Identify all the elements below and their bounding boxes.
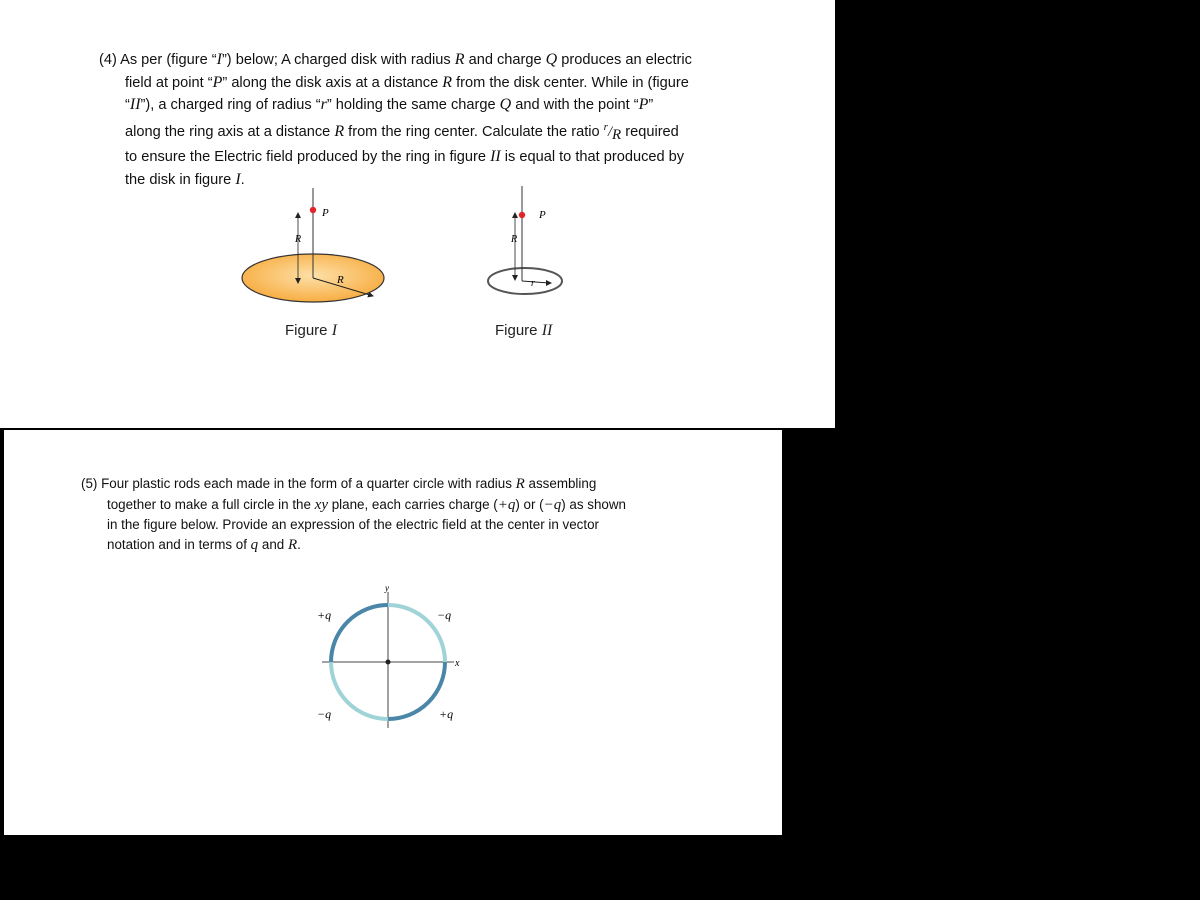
ratio-fraction: $^r/_R$ bbox=[603, 120, 622, 143]
label-charge-bottom-left: −q bbox=[317, 707, 332, 721]
figure-2-diagram bbox=[480, 180, 580, 300]
q4-line: (4) As per (figure “I”) below; A charged disk with radius R and charge Q produces an electric bbox=[99, 51, 692, 68]
label-ring-radius: r bbox=[531, 278, 535, 289]
q4-line: “II”), a charged ring of radius “r” holding the same charge Q and with the point “P” bbox=[125, 96, 654, 113]
figure-1-caption: Figure I bbox=[285, 322, 338, 339]
rod-top-left bbox=[331, 605, 388, 662]
problem-5-text bbox=[81, 474, 701, 555]
label-charge-top-right: −q bbox=[437, 608, 452, 622]
center-point bbox=[386, 660, 391, 665]
point-p bbox=[310, 207, 316, 213]
q5-line: together to make a full circle in the xy plane, each carries charge (+q) or (−q) as shown bbox=[107, 496, 626, 513]
q5-line: (5) Four plastic rods each made in the form of a quarter circle with radius R assembling bbox=[81, 476, 597, 492]
label-y: y bbox=[385, 583, 389, 593]
label-p-2: P bbox=[539, 209, 546, 221]
q5-line: notation and in terms of q and R. bbox=[107, 536, 301, 553]
figure-2-caption: Figure II bbox=[495, 322, 553, 339]
rod-bottom-left bbox=[331, 662, 388, 719]
label-charge-bottom-right: +q bbox=[439, 707, 454, 721]
figure-3-diagram bbox=[304, 580, 484, 740]
q4-line: field at point “P” along the disk axis at a distance R from the disk center. While in (figure bbox=[125, 73, 689, 91]
problem-4-panel bbox=[0, 0, 835, 428]
q4-line: along the ring axis at a distance R from the ring center. Calculate the ratio $^r/_R$ required bbox=[125, 120, 679, 143]
rod-bottom-right bbox=[388, 662, 445, 719]
label-p: P bbox=[322, 207, 329, 219]
problem-4-text bbox=[99, 49, 759, 191]
q4-line: the disk in figure I. bbox=[125, 170, 245, 188]
figure-1-diagram bbox=[230, 180, 400, 310]
problem-5-panel bbox=[4, 430, 782, 835]
label-r-axis: R bbox=[295, 234, 302, 245]
label-charge-top-left: +q bbox=[317, 608, 332, 622]
point-p-2 bbox=[519, 212, 525, 218]
label-r-axis-2: R bbox=[511, 234, 518, 245]
q5-line: in the figure below. Provide an expression of the electric field at the center in vector bbox=[107, 517, 600, 532]
label-r-radius: R bbox=[337, 274, 344, 286]
label-x: x bbox=[455, 658, 460, 669]
q4-line: to ensure the Electric field produced by the ring in figure II is equal to that produced by bbox=[125, 148, 685, 165]
